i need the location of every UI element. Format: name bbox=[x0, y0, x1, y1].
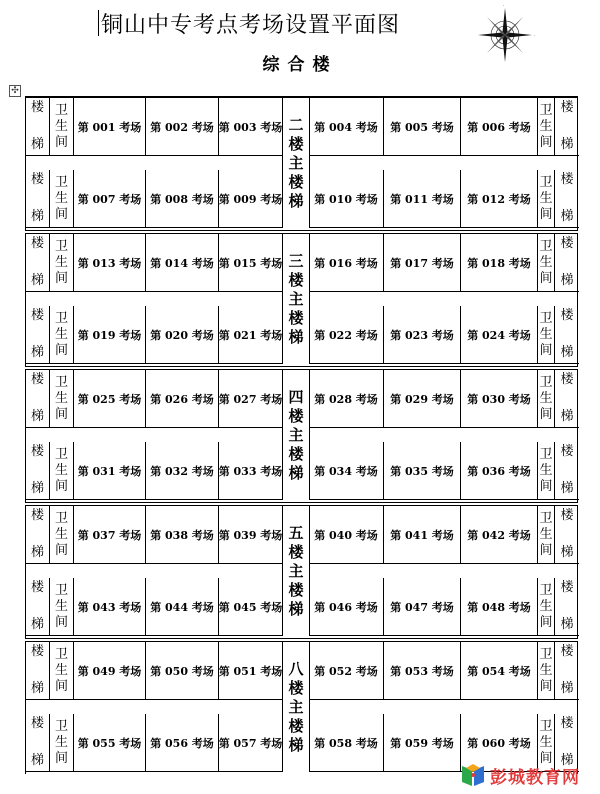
svg-text:·: · bbox=[503, 4, 505, 9]
exam-room: 第 053 考场 bbox=[384, 642, 461, 700]
main-stairwell-label: 梯 bbox=[288, 735, 304, 754]
restroom-left bbox=[50, 98, 74, 156]
restroom-left bbox=[50, 642, 74, 700]
restroom-label: 间 bbox=[539, 270, 553, 286]
stairwell-label: 梯 bbox=[560, 481, 574, 496]
exam-room: 第 022 考场 bbox=[309, 306, 384, 364]
stairwell-left bbox=[26, 714, 50, 772]
restroom-label: 间 bbox=[54, 678, 68, 694]
exam-room: 第 037 考场 bbox=[74, 506, 146, 564]
stairwell-label: 梯 bbox=[560, 409, 574, 424]
exam-room: 第 016 考场 bbox=[309, 234, 384, 292]
stairwell-label: 楼 bbox=[30, 372, 44, 387]
stairwell-label: 楼 bbox=[30, 644, 44, 659]
restroom-label: 卫 bbox=[539, 102, 553, 118]
restroom-label: 卫 bbox=[54, 718, 68, 734]
main-stairwell-label: 八 bbox=[288, 659, 304, 678]
stairwell-label: 楼 bbox=[30, 236, 44, 251]
exam-room: 第 020 考场 bbox=[146, 306, 219, 364]
restroom-label: 间 bbox=[539, 542, 553, 558]
main-stairwell bbox=[282, 98, 310, 228]
restroom-label: 间 bbox=[54, 478, 68, 494]
stairwell-right bbox=[555, 642, 579, 700]
restroom-label: 间 bbox=[54, 406, 68, 422]
restroom-label: 卫 bbox=[539, 510, 553, 526]
main-stairwell-label: 楼 bbox=[288, 172, 304, 191]
stairwell-label: 梯 bbox=[30, 753, 44, 768]
exam-room: 第 004 考场 bbox=[309, 98, 384, 156]
exam-room: 第 048 考场 bbox=[461, 578, 538, 636]
restroom-label: 生 bbox=[539, 598, 553, 614]
main-stairwell-label: 楼 bbox=[288, 542, 304, 561]
exam-room: 第 050 考场 bbox=[146, 642, 219, 700]
restroom-label: 间 bbox=[54, 206, 68, 222]
main-stairwell-label: 楼 bbox=[288, 406, 304, 425]
floor-section bbox=[25, 638, 578, 774]
restroom-label: 卫 bbox=[54, 582, 68, 598]
restroom-label: 生 bbox=[54, 662, 68, 678]
restroom-left bbox=[50, 306, 74, 364]
restroom-label: 卫 bbox=[54, 102, 68, 118]
restroom-label: 卫 bbox=[539, 238, 553, 254]
stairwell-label: 楼 bbox=[560, 580, 574, 595]
stairwell-label: 楼 bbox=[30, 172, 44, 187]
restroom-label: 间 bbox=[539, 342, 553, 358]
exam-room: 第 033 考场 bbox=[219, 442, 283, 500]
stairwell-label: 楼 bbox=[560, 716, 574, 731]
exam-room: 第 051 考场 bbox=[219, 642, 283, 700]
main-stairwell-label: 主 bbox=[288, 289, 304, 308]
exam-room: 第 006 考场 bbox=[461, 98, 538, 156]
restroom-label: 生 bbox=[539, 254, 553, 270]
stairwell-right bbox=[555, 370, 579, 428]
restroom-label: 生 bbox=[54, 462, 68, 478]
stairwell-label: 楼 bbox=[560, 644, 574, 659]
main-stairwell bbox=[282, 370, 310, 500]
stairwell-label: 梯 bbox=[30, 617, 44, 632]
restroom-label: 间 bbox=[54, 342, 68, 358]
page-title: 铜山中专考点考场设置平面图 bbox=[101, 13, 401, 38]
main-stairwell-label: 楼 bbox=[288, 134, 304, 153]
stairwell-left bbox=[26, 170, 50, 228]
restroom-label: 生 bbox=[539, 526, 553, 542]
stairwell-label: 梯 bbox=[30, 481, 44, 496]
exam-room: 第 028 考场 bbox=[309, 370, 384, 428]
restroom-label: 生 bbox=[539, 190, 553, 206]
stairwell-left bbox=[26, 234, 50, 292]
restroom-label: 卫 bbox=[539, 718, 553, 734]
exam-room: 第 040 考场 bbox=[309, 506, 384, 564]
restroom-label: 生 bbox=[54, 390, 68, 406]
restroom-label: 间 bbox=[54, 614, 68, 630]
stairwell-label: 楼 bbox=[560, 236, 574, 251]
restroom-label: 间 bbox=[539, 750, 553, 766]
restroom-label: 间 bbox=[539, 406, 553, 422]
exam-room: 第 017 考场 bbox=[384, 234, 461, 292]
restroom-right bbox=[538, 170, 555, 228]
exam-room: 第 060 考场 bbox=[461, 714, 538, 772]
restroom-label: 卫 bbox=[539, 374, 553, 390]
exam-room: 第 059 考场 bbox=[384, 714, 461, 772]
exam-room: 第 058 考场 bbox=[309, 714, 384, 772]
stairwell-label: 梯 bbox=[30, 545, 44, 560]
stairwell-label: 楼 bbox=[30, 308, 44, 323]
exam-room: 第 036 考场 bbox=[461, 442, 538, 500]
restroom-label: 卫 bbox=[539, 646, 553, 662]
text-cursor bbox=[98, 10, 99, 36]
restroom-label: 卫 bbox=[54, 374, 68, 390]
restroom-label: 生 bbox=[54, 734, 68, 750]
exam-room: 第 055 考场 bbox=[74, 714, 146, 772]
restroom-label: 卫 bbox=[54, 310, 68, 326]
exam-room: 第 029 考场 bbox=[384, 370, 461, 428]
exam-room: 第 043 考场 bbox=[74, 578, 146, 636]
restroom-left bbox=[50, 578, 74, 636]
exam-room: 第 001 考场 bbox=[74, 98, 146, 156]
main-stairwell-label: 梯 bbox=[288, 599, 304, 618]
stairwell-label: 楼 bbox=[560, 444, 574, 459]
restroom-label: 生 bbox=[539, 326, 553, 342]
exam-room: 第 003 考场 bbox=[219, 98, 283, 156]
restroom-right bbox=[538, 98, 555, 156]
restroom-label: 间 bbox=[539, 678, 553, 694]
exam-room: 第 007 考场 bbox=[74, 170, 146, 228]
restroom-label: 生 bbox=[539, 390, 553, 406]
stairwell-label: 梯 bbox=[30, 409, 44, 424]
stairwell-left bbox=[26, 642, 50, 700]
restroom-label: 卫 bbox=[539, 446, 553, 462]
stairwell-label: 梯 bbox=[30, 273, 44, 288]
exam-room: 第 034 考场 bbox=[309, 442, 384, 500]
restroom-right bbox=[538, 506, 555, 564]
stairwell-label: 楼 bbox=[30, 100, 44, 115]
exam-room: 第 045 考场 bbox=[219, 578, 283, 636]
main-stairwell-label: 楼 bbox=[288, 678, 304, 697]
exam-room: 第 011 考场 bbox=[384, 170, 461, 228]
exam-room: 第 054 考场 bbox=[461, 642, 538, 700]
exam-room: 第 057 考场 bbox=[219, 714, 283, 772]
restroom-label: 生 bbox=[539, 118, 553, 134]
stairwell-left bbox=[26, 442, 50, 500]
restroom-label: 生 bbox=[54, 598, 68, 614]
exam-room: 第 009 考场 bbox=[219, 170, 283, 228]
restroom-label: 卫 bbox=[539, 582, 553, 598]
main-stairwell-label: 主 bbox=[288, 697, 304, 716]
exam-room: 第 024 考场 bbox=[461, 306, 538, 364]
exam-room: 第 013 考场 bbox=[74, 234, 146, 292]
restroom-label: 卫 bbox=[54, 174, 68, 190]
stairwell-label: 楼 bbox=[560, 372, 574, 387]
restroom-right bbox=[538, 642, 555, 700]
restroom-label: 生 bbox=[54, 118, 68, 134]
stairwell-label: 楼 bbox=[30, 716, 44, 731]
exam-room: 第 035 考场 bbox=[384, 442, 461, 500]
stairwell-right bbox=[555, 442, 579, 500]
restroom-left bbox=[50, 506, 74, 564]
restroom-label: 间 bbox=[54, 750, 68, 766]
main-stairwell-label: 楼 bbox=[288, 270, 304, 289]
restroom-label: 生 bbox=[539, 462, 553, 478]
main-stairwell bbox=[282, 642, 310, 772]
stairwell-label: 楼 bbox=[560, 508, 574, 523]
exam-room: 第 038 考场 bbox=[146, 506, 219, 564]
restroom-label: 生 bbox=[54, 526, 68, 542]
main-stairwell-label: 二 bbox=[288, 115, 304, 134]
stairwell-label: 梯 bbox=[30, 345, 44, 360]
restroom-right bbox=[538, 442, 555, 500]
floor-section bbox=[25, 502, 578, 638]
exam-room: 第 018 考场 bbox=[461, 234, 538, 292]
restroom-label: 间 bbox=[54, 542, 68, 558]
exam-room: 第 039 考场 bbox=[219, 506, 283, 564]
restroom-left bbox=[50, 370, 74, 428]
stairwell-label: 梯 bbox=[560, 617, 574, 632]
restroom-left bbox=[50, 234, 74, 292]
watermark bbox=[460, 758, 600, 792]
exam-room: 第 008 考场 bbox=[146, 170, 219, 228]
stairwell-left bbox=[26, 370, 50, 428]
main-stairwell-label: 主 bbox=[288, 425, 304, 444]
floor-section bbox=[25, 98, 578, 230]
restroom-label: 卫 bbox=[54, 446, 68, 462]
stairwell-right bbox=[555, 234, 579, 292]
stairwell-label: 梯 bbox=[30, 681, 44, 696]
restroom-label: 间 bbox=[54, 134, 68, 150]
stairwell-left bbox=[26, 306, 50, 364]
main-stairwell-label: 楼 bbox=[288, 308, 304, 327]
exam-room: 第 047 考场 bbox=[384, 578, 461, 636]
stairwell-right bbox=[555, 98, 579, 156]
restroom-label: 间 bbox=[539, 206, 553, 222]
floor-section bbox=[25, 366, 578, 502]
main-stairwell bbox=[282, 234, 310, 364]
restroom-label: 卫 bbox=[539, 310, 553, 326]
exam-room: 第 056 考场 bbox=[146, 714, 219, 772]
exam-room: 第 026 考场 bbox=[146, 370, 219, 428]
floor-plan-table bbox=[25, 96, 578, 774]
stairwell-label: 楼 bbox=[560, 308, 574, 323]
restroom-label: 间 bbox=[539, 134, 553, 150]
exam-room: 第 030 考场 bbox=[461, 370, 538, 428]
exam-room: 第 044 考场 bbox=[146, 578, 219, 636]
exam-room: 第 052 考场 bbox=[309, 642, 384, 700]
restroom-right bbox=[538, 306, 555, 364]
floor-section bbox=[25, 230, 578, 366]
exam-room: 第 010 考场 bbox=[309, 170, 384, 228]
exam-room: 第 041 考场 bbox=[384, 506, 461, 564]
main-stairwell-label: 楼 bbox=[288, 580, 304, 599]
exam-room: 第 019 考场 bbox=[74, 306, 146, 364]
stairwell-left bbox=[26, 506, 50, 564]
restroom-label: 卫 bbox=[54, 238, 68, 254]
main-stairwell-label: 梯 bbox=[288, 191, 304, 210]
main-stairwell-label: 三 bbox=[288, 251, 304, 270]
stairwell-label: 楼 bbox=[560, 172, 574, 187]
exam-room: 第 042 考场 bbox=[461, 506, 538, 564]
building-name: 综合楼 bbox=[262, 55, 338, 75]
stairwell-label: 楼 bbox=[30, 444, 44, 459]
stairwell-label: 梯 bbox=[560, 209, 574, 224]
main-stairwell-label: 楼 bbox=[288, 716, 304, 735]
svg-text:·: · bbox=[534, 33, 536, 39]
exam-room: 第 025 考场 bbox=[74, 370, 146, 428]
restroom-label: 生 bbox=[539, 734, 553, 750]
stairwell-label: 梯 bbox=[560, 345, 574, 360]
main-stairwell-label: 梯 bbox=[288, 463, 304, 482]
restroom-label: 间 bbox=[54, 270, 68, 286]
stairwell-label: 楼 bbox=[560, 100, 574, 115]
restroom-right bbox=[538, 370, 555, 428]
main-stairwell-label: 梯 bbox=[288, 327, 304, 346]
exam-room: 第 012 考场 bbox=[461, 170, 538, 228]
stairwell-label: 梯 bbox=[560, 681, 574, 696]
main-stairwell-label: 四 bbox=[288, 387, 304, 406]
stairwell-left bbox=[26, 578, 50, 636]
restroom-label: 生 bbox=[54, 326, 68, 342]
stairwell-right bbox=[555, 506, 579, 564]
stairwell-right bbox=[555, 306, 579, 364]
main-stairwell-label: 五 bbox=[288, 523, 304, 542]
exam-room: 第 032 考场 bbox=[146, 442, 219, 500]
watermark-book-icon bbox=[460, 762, 486, 788]
main-stairwell-label: 楼 bbox=[288, 444, 304, 463]
stairwell-label: 梯 bbox=[560, 137, 574, 152]
exam-room: 第 002 考场 bbox=[146, 98, 219, 156]
stairwell-label: 梯 bbox=[560, 273, 574, 288]
exam-room: 第 021 考场 bbox=[219, 306, 283, 364]
restroom-right bbox=[538, 578, 555, 636]
exam-room: 第 031 考场 bbox=[74, 442, 146, 500]
main-stairwell-label: 主 bbox=[288, 561, 304, 580]
restroom-left bbox=[50, 714, 74, 772]
restroom-label: 生 bbox=[539, 662, 553, 678]
main-stairwell bbox=[282, 506, 310, 636]
exam-room: 第 049 考场 bbox=[74, 642, 146, 700]
exam-room: 第 014 考场 bbox=[146, 234, 219, 292]
restroom-label: 生 bbox=[54, 254, 68, 270]
restroom-left bbox=[50, 442, 74, 500]
restroom-label: 卫 bbox=[539, 174, 553, 190]
stairwell-label: 梯 bbox=[30, 209, 44, 224]
restroom-left bbox=[50, 170, 74, 228]
exam-room: 第 023 考场 bbox=[384, 306, 461, 364]
restroom-label: 卫 bbox=[54, 646, 68, 662]
stairwell-right bbox=[555, 578, 579, 636]
exam-room: 第 046 考场 bbox=[309, 578, 384, 636]
exam-room: 第 005 考场 bbox=[384, 98, 461, 156]
exam-room: 第 015 考场 bbox=[219, 234, 283, 292]
stairwell-label: 梯 bbox=[560, 753, 574, 768]
exam-room: 第 027 考场 bbox=[219, 370, 283, 428]
stairwell-label: 楼 bbox=[30, 508, 44, 523]
watermark-text: 彭城教育网 bbox=[490, 767, 580, 788]
restroom-right bbox=[538, 234, 555, 292]
restroom-label: 间 bbox=[539, 478, 553, 494]
restroom-label: 生 bbox=[54, 190, 68, 206]
stairwell-label: 梯 bbox=[30, 137, 44, 152]
stairwell-label: 楼 bbox=[30, 580, 44, 595]
stairwell-left bbox=[26, 98, 50, 156]
restroom-label: 卫 bbox=[54, 510, 68, 526]
stairwell-label: 梯 bbox=[560, 545, 574, 560]
stairwell-right bbox=[555, 170, 579, 228]
table-anchor-icon[interactable]: ✣ bbox=[9, 85, 21, 97]
main-stairwell-label: 主 bbox=[288, 153, 304, 172]
restroom-label: 间 bbox=[539, 614, 553, 630]
